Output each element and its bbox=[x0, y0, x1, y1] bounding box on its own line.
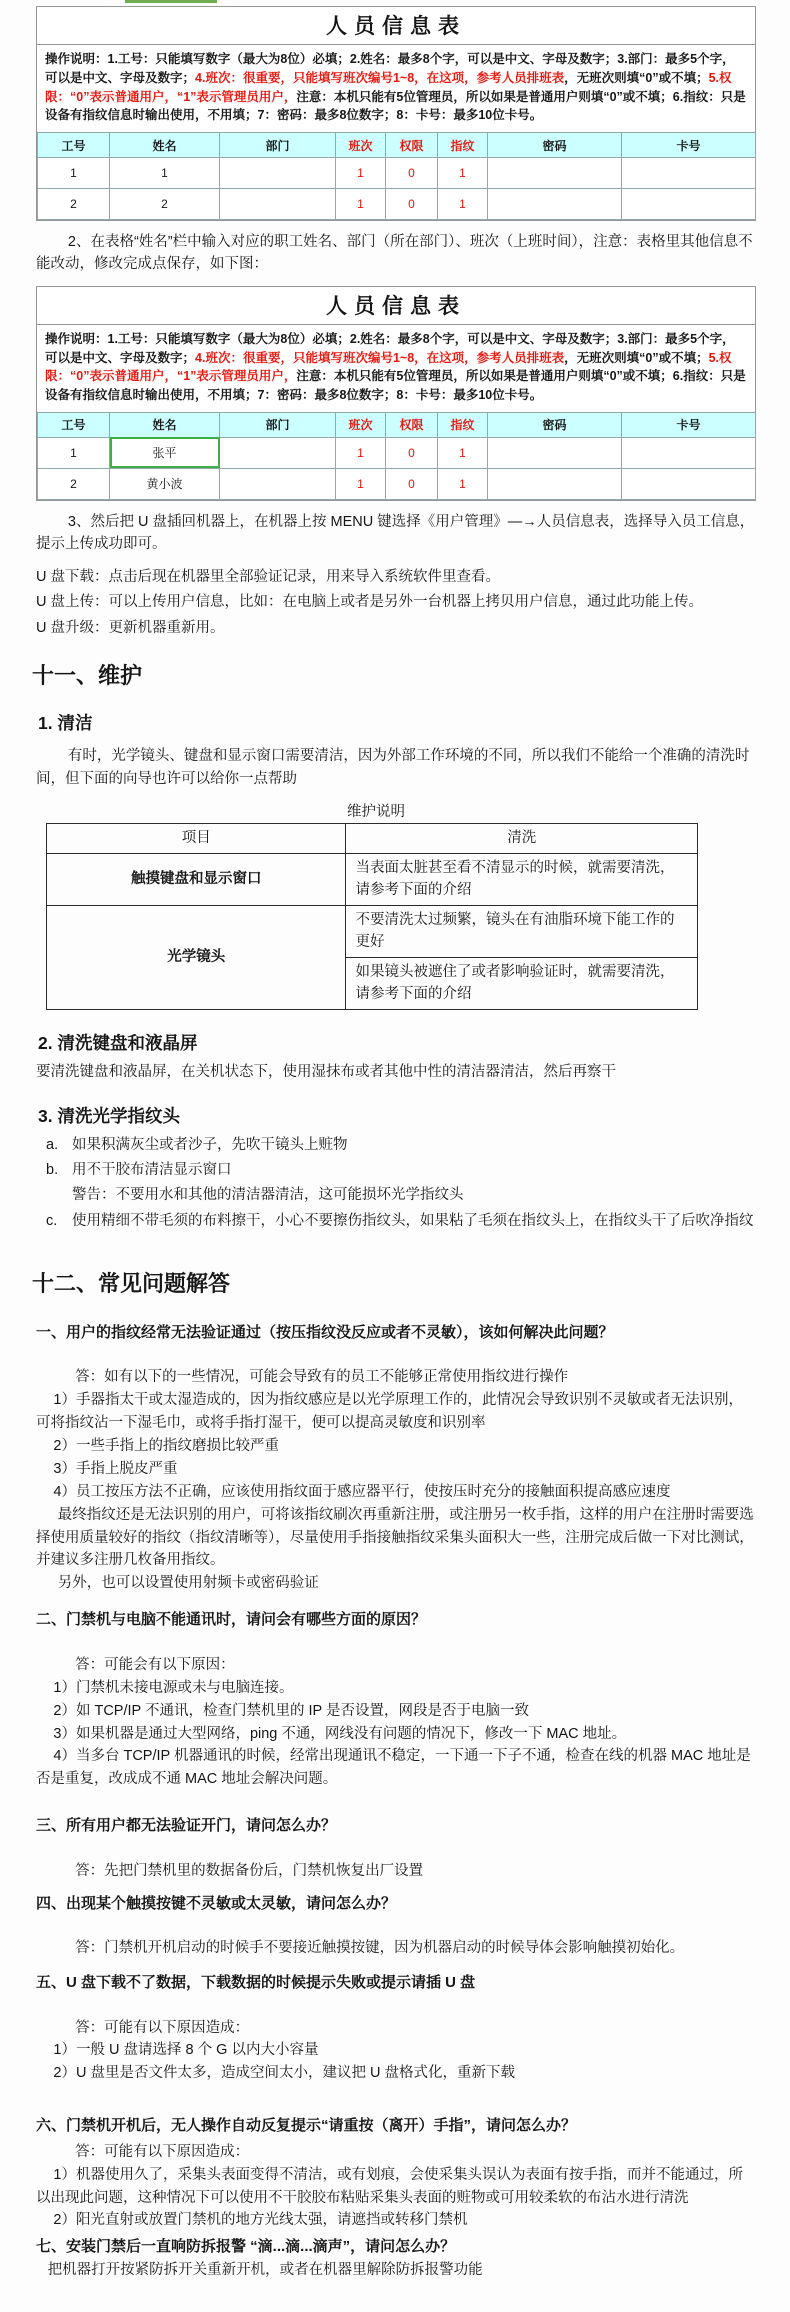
faq-answer-line: 2）阳光直射或放置门禁机的地方光线太强，请遮挡或转移门禁机 bbox=[53, 2212, 468, 2229]
table-cell bbox=[220, 158, 336, 189]
instruction-segment: 注意：本机只能有5位管理员，所以如果是普通用户则填“0”或不填；6.指纹：只是设备有指纹信息时输出使用，不用填；7：密码：最多8位数字；8：卡号：最多10位卡号。 bbox=[45, 89, 746, 123]
table-cell: 0 bbox=[386, 468, 438, 499]
personnel-table bbox=[37, 132, 756, 220]
table-header-row bbox=[38, 412, 756, 437]
table-cell: 0 bbox=[386, 437, 438, 468]
subsection-clean-optical-sensor: 3. 清洗光学指纹头 bbox=[38, 1105, 180, 1126]
table-row bbox=[47, 905, 698, 957]
selected-cell: 张平 bbox=[110, 437, 220, 468]
table-cell: 2 bbox=[38, 189, 110, 220]
column-header: 指纹 bbox=[438, 133, 488, 158]
clean-keyboard-body: 要清洗键盘和液晶屏，在关机状态下，使用湿抹布或者其他中性的清洁器清洁，然后再察干 bbox=[36, 1063, 616, 1080]
table-cell: 2 bbox=[110, 189, 220, 220]
personnel-table bbox=[37, 412, 756, 500]
instruction-segment: ，无班次则填“0”或不填； bbox=[564, 350, 709, 365]
table-cell: 如果镜头被遮住了或者影响验证时，就需要清洗，请参考下面的介绍 bbox=[346, 957, 698, 1009]
instruction-segment: 操作说明：1.工号：只能填写数字（最大为8位）必填；2.姓名：最多8个字，可以是中文、字母及数字；3.部门：最多5个字，可以是中文、字母及数字； bbox=[45, 52, 735, 85]
table-cell: 1 bbox=[38, 437, 110, 468]
column-header: 姓名 bbox=[110, 412, 220, 437]
faq-answer-line: 把机器打开按紧防拆开关重新开机，或者在机器里解除防拆报警功能 bbox=[47, 2261, 483, 2278]
personnel-table-title: 人员信息表 bbox=[37, 287, 755, 325]
maintenance-table-caption: 维护说明 bbox=[347, 804, 405, 821]
column-header: 权限 bbox=[386, 133, 438, 158]
instruction-segment-red: 5.权限：“0”表示普通用户，“1”表示管理员用户， bbox=[45, 350, 732, 384]
table-cell: 1 bbox=[110, 158, 220, 189]
table-cell: 不要清洗太过频繁，镜头在有油脂环境下能工作的更好 bbox=[346, 905, 698, 957]
personnel-info-section-2 bbox=[36, 286, 756, 501]
instruction-segment-red: 5.权限：“0”表示普通用户，“1”表示管理员用户， bbox=[45, 70, 732, 104]
column-header: 工号 bbox=[38, 133, 110, 158]
table-row bbox=[38, 158, 756, 189]
faq-item-4 bbox=[36, 1893, 756, 1960]
table-cell bbox=[488, 158, 622, 189]
list-item bbox=[38, 1159, 756, 1182]
table-cell: 1 bbox=[438, 189, 488, 220]
faq-question: 四、出现某个触摸按键不灵敏或太灵敏，请问怎么办？ bbox=[36, 1894, 397, 1912]
subsection-cleaning: 1. 清洁 bbox=[38, 713, 93, 734]
faq-item-1 bbox=[36, 1322, 756, 1596]
table-cell bbox=[488, 468, 622, 499]
personnel-table-title: 人员信息表 bbox=[37, 7, 755, 45]
faq-item-6 bbox=[36, 2115, 756, 2232]
operation-instructions bbox=[37, 45, 755, 132]
column-header: 密码 bbox=[488, 133, 622, 158]
faq-answer-line: 答：先把门禁机里的数据备份后，门禁机恢复出厂设置 bbox=[75, 1862, 424, 1879]
faq-item-2 bbox=[36, 1609, 756, 1791]
faq-answer-line: 1）门禁机未接电源或未与电脑连接。 bbox=[53, 1679, 294, 1696]
section-heading-maintenance: 十一、维护 bbox=[32, 663, 143, 689]
faq-question: 五、U 盘下载不了数据，下载数据的时候提示失败或提示请插 U 盘 bbox=[36, 1974, 476, 1992]
column-header: 姓名 bbox=[110, 133, 220, 158]
column-header: 班次 bbox=[336, 133, 386, 158]
faq-answer-line: 答：如有以下的一些情况，可能会导致有的员工不能够正常使用指纹进行操作 bbox=[75, 1369, 569, 1386]
table-cell bbox=[488, 189, 622, 220]
instruction-segment-red: 4.班次：很重要，只能填写班次编号1~8，在这项，参考人员排班表 bbox=[195, 350, 565, 365]
column-header: 项目 bbox=[47, 824, 346, 853]
faq-answer-line: 答：可能有以下原因造成： bbox=[75, 2143, 250, 2160]
faq-answer-line: 1）手器指太干或太湿造成的，因为指纹感应是以光学原理工作的，此情况会导致识别不灵敏或者无法识别，可将指纹沾一下湿毛巾，或将手指打湿干，便可以提高灵敏度和识别率 bbox=[36, 1392, 743, 1432]
column-header: 清洗 bbox=[346, 824, 698, 853]
table-cell bbox=[220, 468, 336, 499]
personnel-info-section-1 bbox=[36, 6, 756, 221]
list-item bbox=[38, 1134, 756, 1157]
list-marker: c. bbox=[46, 1212, 58, 1229]
table-row bbox=[38, 437, 756, 468]
column-header: 卡号 bbox=[622, 412, 756, 437]
faq-item-3 bbox=[36, 1815, 756, 1882]
faq-question: 六、门禁机开机后，无人操作自动反复提示“请重按（离开）手指”，请问怎么办？ bbox=[36, 2117, 577, 2135]
list-marker: a. bbox=[46, 1136, 59, 1153]
faq-answer-line: 1）机器使用久了，采集头表面变得不清洁，或有划痕，会使采集头误认为表面有按手指，而并不能通过，所以出现此问题，这种情况下可以使用不干胶胶布粘贴采集头表面的赃物或可用较柔软的布沾水进行清洗 bbox=[36, 2166, 743, 2206]
faq-answer-line: 3）如果机器是通过大型网络，ping 不通，网线没有问题的情况下，修改一下 MAC 地址。 bbox=[53, 1725, 627, 1742]
list-item-text: 使用精细不带毛须的布料擦干，小心不要擦伤指纹头，如果粘了毛须在指纹头上，在指纹头干了后吹净指纹 bbox=[72, 1212, 754, 1229]
operation-instructions bbox=[37, 325, 755, 412]
column-header: 指纹 bbox=[438, 412, 488, 437]
step2-paragraph: 2、在表格“姓名”栏中输入对应的职工姓名、部门（所在部门）、班次（上班时间），注意：表格里其他信息不能改动，修改完成点保存，如下图： bbox=[36, 234, 753, 273]
table-cell: 0 bbox=[386, 189, 438, 220]
faq-answer-line: 答：可能会有以下原因： bbox=[75, 1656, 235, 1673]
section-heading-faq: 十二、常见问题解答 bbox=[32, 1270, 231, 1296]
table-cell bbox=[220, 189, 336, 220]
table-cell: 1 bbox=[336, 468, 386, 499]
table-cell: 触摸键盘和显示窗口 bbox=[47, 853, 346, 905]
udisk-upgrade-line: U 盘升级：更新机器重新用。 bbox=[36, 619, 225, 636]
list-marker: b. bbox=[46, 1162, 59, 1179]
table-cell: 2 bbox=[38, 468, 110, 499]
table-cell: 0 bbox=[386, 158, 438, 189]
table-cell bbox=[622, 189, 756, 220]
faq-answer-line: 最终指纹还是无法识别的用户，可将该指纹刷次再重新注册，或注册另一枚手指，这样的用户在注册时需要选择使用质量较好的指纹（指纹清晰等），尽量使用手指接触指纹采集头面积大一些，注册完成后做一下对比测试，并建议多注册几枚备用指纹。 bbox=[36, 1506, 754, 1569]
table-header-row bbox=[38, 133, 756, 158]
faq-item-7 bbox=[36, 2236, 756, 2281]
table-cell: 1 bbox=[336, 437, 386, 468]
table-header-row bbox=[47, 824, 698, 853]
column-header: 密码 bbox=[488, 412, 622, 437]
list-item bbox=[38, 1210, 756, 1233]
faq-answer-line: 1）一般 U 盘请选择 8 个 G 以内大小容量 bbox=[53, 2042, 319, 2059]
faq-answer-line: 4）员工按压方法不正确，应该使用指纹面于感应器平行，使按压时充分的接触面积提高感应速度 bbox=[53, 1483, 671, 1500]
table-cell: 1 bbox=[336, 158, 386, 189]
table-row bbox=[38, 468, 756, 499]
column-header: 班次 bbox=[336, 412, 386, 437]
faq-answer-line: 答：可能有以下原因造成： bbox=[75, 2019, 250, 2036]
udisk-download-line: U 盘下载：点击后现在机器里全部验证记录，用来导入系统软件里查看。 bbox=[36, 568, 500, 585]
column-header: 部门 bbox=[220, 412, 336, 437]
cleaning-steps-list bbox=[38, 1134, 756, 1233]
list-item-text: 用不干胶布清洁显示窗口 bbox=[72, 1162, 232, 1179]
scan-artifact-green-bar bbox=[125, 0, 217, 3]
faq-answer-line: 4）当多台 TCP/IP 机器通讯的时候，经常出现通讯不稳定，一下通一下子不通，检查在线的机器 MAC 地址是否是重复，改成成不通 MAC 地址会解决问题。 bbox=[36, 1748, 751, 1788]
table-row bbox=[47, 853, 698, 905]
faq-answer-line: 2）U 盘里是否文件太多，造成空间太小，建议把 U 盘格式化，重新下载 bbox=[53, 2065, 515, 2082]
instruction-segment: 操作说明：1.工号：只能填写数字（最大为8位）必填；2.姓名：最多8个字，可以是中文、字母及数字；3.部门：最多5个字，可以是中文、字母及数字； bbox=[45, 331, 735, 365]
column-header: 权限 bbox=[386, 412, 438, 437]
faq-question: 七、安装门禁后一直响防拆报警 “滴...滴...滴声”，请问怎么办？ bbox=[36, 2238, 456, 2256]
faq-question: 二、门禁机与电脑不能通讯时，请问会有哪些方面的原因？ bbox=[36, 1611, 427, 1629]
table-cell: 当表面太脏甚至看不清显示的时候，就需要清洗，请参考下面的介绍 bbox=[346, 853, 698, 905]
maintenance-table bbox=[46, 823, 698, 1009]
warning-text: 警告：不要用水和其他的清洁器清洁，这可能损坏光学指纹头 bbox=[72, 1187, 464, 1204]
instruction-segment: 注意：本机只能有5位管理员，所以如果是普通用户则填“0”或不填；6.指纹：只是设备有指纹信息时输出使用，不用填；7：密码：最多8位数字；8：卡号：最多10位卡号。 bbox=[45, 369, 746, 403]
subsection-clean-keyboard-lcd: 2. 清洗键盘和液晶屏 bbox=[38, 1032, 198, 1053]
table-cell: 1 bbox=[438, 158, 488, 189]
table-cell: 1 bbox=[336, 189, 386, 220]
instruction-segment: ，无班次则填“0”或不填； bbox=[564, 70, 709, 85]
table-cell: 黄小波 bbox=[110, 468, 220, 499]
table-cell: 1 bbox=[438, 437, 488, 468]
column-header: 工号 bbox=[38, 412, 110, 437]
faq-answer-line: 2）如 TCP/IP 不通讯，检查门禁机里的 IP 是否设置，网段是否于电脑一致 bbox=[53, 1702, 529, 1719]
table-cell: 光学镜头 bbox=[47, 905, 346, 1009]
faq-question: 三、所有用户都无法验证开门，请问怎么办？ bbox=[36, 1817, 337, 1835]
udisk-upload-line: U 盘上传：可以上传用户信息，比如：在电脑上或者是另外一台机器上拷贝用户信息，通过此功能上传。 bbox=[36, 594, 703, 611]
table-cell bbox=[622, 437, 756, 468]
table-cell bbox=[220, 437, 336, 468]
faq-answer-line: 另外，也可以设置使用射频卡或密码验证 bbox=[57, 1575, 319, 1592]
list-item-text: 如果积满灰尘或者沙子，先吹干镜头上赃物 bbox=[72, 1136, 348, 1153]
table-cell bbox=[622, 468, 756, 499]
table-cell bbox=[488, 437, 622, 468]
faq-answer-line: 2）一些手指上的指纹磨损比较严重 bbox=[53, 1437, 279, 1454]
table-row bbox=[38, 189, 756, 220]
column-header: 部门 bbox=[220, 133, 336, 158]
table-cell: 1 bbox=[38, 158, 110, 189]
table-cell bbox=[622, 158, 756, 189]
table-cell: 1 bbox=[438, 468, 488, 499]
step3-paragraph: 3、然后把 U 盘插回机器上，在机器上按 MENU 键选择《用户管理》—→人员信息表，选择导入员工信息，提示上传成功即可。 bbox=[36, 513, 755, 553]
column-header: 卡号 bbox=[622, 133, 756, 158]
instruction-segment-red: 4.班次：很重要，只能填写班次编号1~8，在这项，参考人员排班表 bbox=[195, 70, 565, 85]
faq-item-5 bbox=[36, 1972, 756, 2085]
faq-question: 一、用户的指纹经常无法验证通过（按压指纹没反应或者不灵敏），该如何解决此问题？ bbox=[36, 1323, 614, 1341]
cleaning-intro: 有时，光学镜头、键盘和显示窗口需要清洁，因为外部工作环境的不同，所以我们不能给一个准确的清洗时间，但下面的向导也许可以给你一点帮助 bbox=[36, 748, 750, 787]
faq-answer-line: 答：门禁机开机启动的时候手不要接近触摸按键，因为机器启动的时候导体会影响触摸初始化。 bbox=[75, 1940, 685, 1957]
faq-answer-line: 3）手指上脱皮严重 bbox=[53, 1460, 178, 1477]
